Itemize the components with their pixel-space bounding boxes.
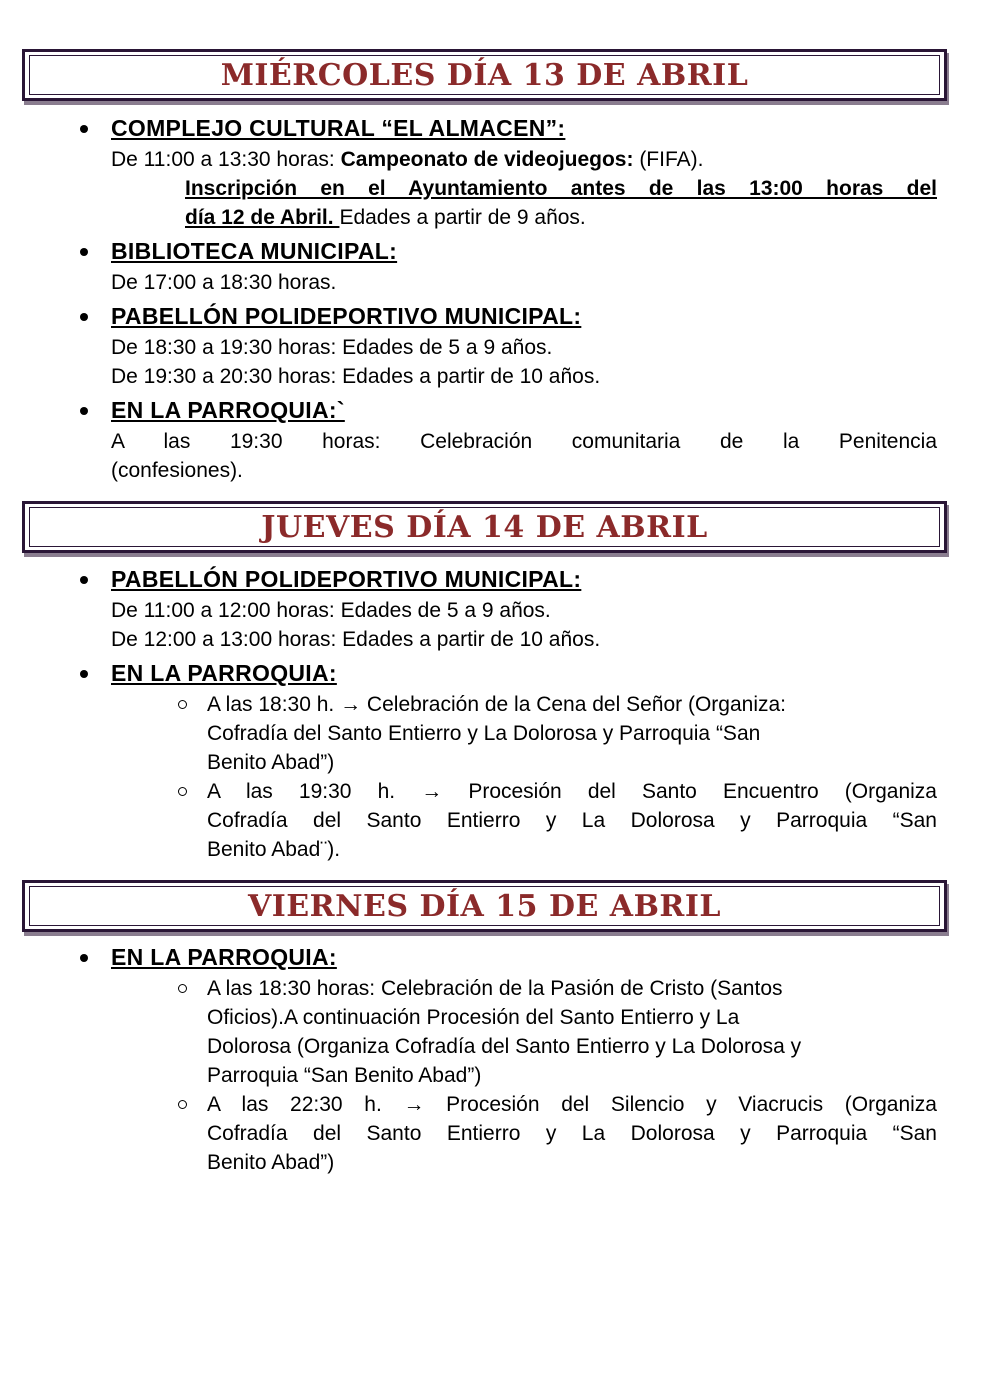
bullet-icon (80, 576, 88, 584)
list-item-pabellon (0, 564, 981, 596)
list-item-parroquia (0, 942, 981, 974)
thursday-section (0, 564, 981, 864)
list-item-parroquia (0, 658, 981, 690)
venue-heading: PABELLÓN POLIDEPORTIVO MUNICIPAL: (111, 303, 582, 329)
venue-heading: BIBLIOTECA MUNICIPAL: (111, 238, 398, 264)
venue-heading: EN LA PARROQUIA:` (111, 397, 345, 423)
wednesday-section (0, 113, 981, 485)
bullet-icon (80, 954, 88, 962)
circle-bullet-icon (178, 1100, 187, 1109)
circle-bullet-icon (178, 700, 187, 709)
schedule-line: (confesiones). (111, 459, 243, 482)
inscription-line: Inscripción en el Ayuntamiento antes de las 13:00 horas del (185, 177, 937, 200)
venue-heading: COMPLEJO CULTURAL “EL ALMACEN”: (111, 115, 566, 141)
inscription-line-2: día 12 de Abril. Edades a partir de 9 años. (185, 206, 586, 229)
circle-bullet-icon (178, 787, 187, 796)
bullet-icon (80, 125, 88, 133)
circle-bullet-icon (178, 984, 187, 993)
sub-item: A las 18:30 horas: Celebración de la Pasión de Cristo (Santos Oficios).A continuación Procesión del Santo Entierro y La Dolorosa (Organiza Cofradía del Santo Entierro y La Dolorosa y Parroquia “San Benito Abad”) (207, 974, 937, 1090)
day-title: VIERNES DÍA 15 DE ABRIL (248, 888, 721, 924)
sub-item: A las 19:30 h. → Procesión del Santo Encuentro (Organiza Cofradía del Santo Entierro y La Dolorosa y Parroquia “San Benito Abad¨). (207, 777, 937, 864)
day-header-friday (22, 880, 947, 932)
list-item-pabellon (0, 301, 981, 333)
friday-section (0, 942, 981, 1177)
sub-item: A las 18:30 h. → Celebración de la Cena del Señor (Organiza: Cofradía del Santo Entierro y La Dolorosa y Parroquia “San Benito Abad”) (207, 690, 937, 777)
day-header-thursday (22, 501, 947, 553)
sub-item: A las 22:30 h. → Procesión del Silencio y Viacrucis (Organiza Cofradía del Santo Entierro y La Dolorosa y Parroquia “San Benito Abad”) (207, 1090, 937, 1177)
list-item-parroquia (0, 395, 981, 427)
venue-heading: PABELLÓN POLIDEPORTIVO MUNICIPAL: (111, 566, 582, 592)
event-name: Campeonato de videojuegos: (340, 148, 634, 171)
day-title: JUEVES DÍA 14 DE ABRIL (261, 509, 708, 545)
schedule-line: De 19:30 a 20:30 horas: Edades a partir de 10 años. (111, 365, 601, 388)
bullet-icon (80, 313, 88, 321)
day-header-wednesday (22, 49, 947, 101)
venue-heading: EN LA PARROQUIA: (111, 660, 337, 686)
list-item-biblioteca (0, 236, 981, 268)
schedule-line: De 12:00 a 13:00 horas: Edades a partir de 10 años. (111, 628, 601, 651)
schedule-line: De 18:30 a 19:30 horas: Edades de 5 a 9 años. (111, 336, 553, 359)
venue-heading: EN LA PARROQUIA: (111, 944, 337, 970)
schedule-line: A las 19:30 horas: Celebración comunitaria de la Penitencia (111, 430, 937, 453)
bullet-icon (80, 670, 88, 678)
bullet-icon (80, 248, 88, 256)
event-line: De 11:00 a 13:30 horas: Campeonato de videojuegos: (FIFA). (111, 148, 704, 171)
list-item-complejo (0, 113, 981, 145)
schedule-line: De 17:00 a 18:30 horas. (111, 271, 337, 294)
bullet-icon (80, 407, 88, 415)
schedule-line: De 11:00 a 12:00 horas: Edades de 5 a 9 años. (111, 599, 551, 622)
day-title: MIÉRCOLES DÍA 13 DE ABRIL (220, 57, 749, 93)
